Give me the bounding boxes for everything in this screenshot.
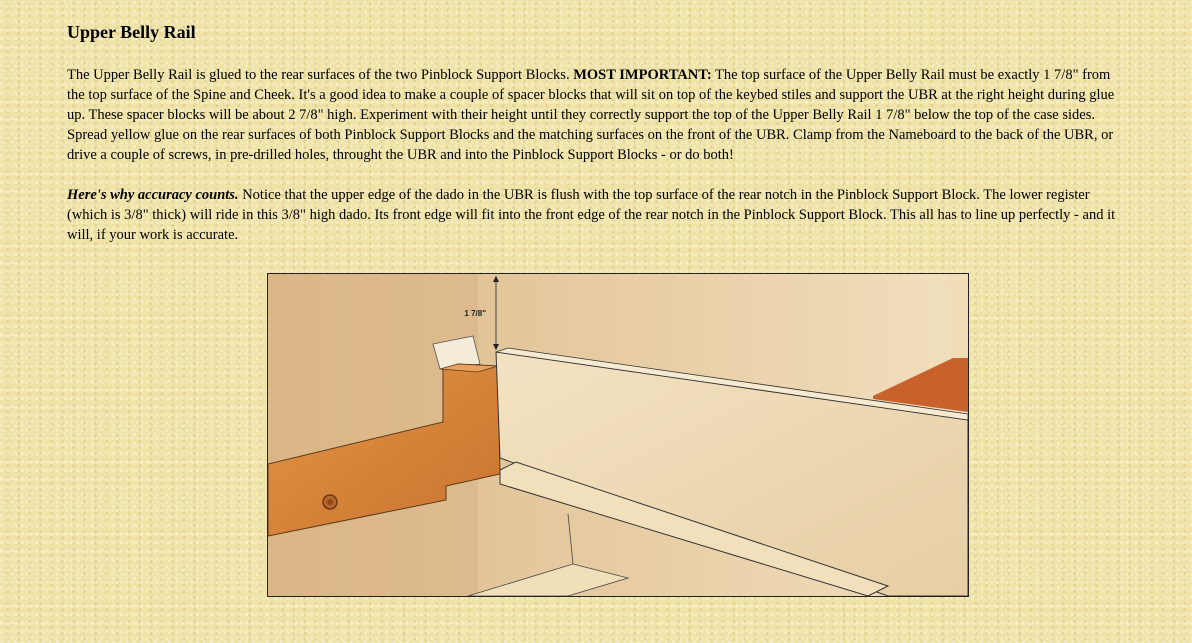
paragraph-instructions [67, 65, 1127, 165]
article [67, 20, 1127, 265]
paragraph-accuracy [67, 185, 1127, 245]
ubr-illustration-svg [268, 274, 968, 596]
paragraph-2-body: Notice that the upper edge of the dado in the UBR is flush with the top surface of the rear notch in the Pinblock Support Block. The lower register (which is 3/8" thick) will ride in this 3/8" high dado. Its front edge will fit into the front edge of the rear notch in the Pinblock Support Block. This all has to line up perfectly - and it will, if your work is accurate. [67, 187, 1116, 243]
paragraph-1-body: The top surface of the Upper Belly Rail must be exactly 1 7/8" from the top surface of the Spine and Cheek. It's a good idea to make a couple of spacer blocks that will sit on top of the keybed stiles and support the UBR at the right height during glue up. These spacer blocks will be about 2 7/8" high. Experiment with their height until they correctly support the top of the Upper Belly Rail 1 7/8" below the top of the case sides. Spread yellow glue on the rear surfaces of both Pinblock Support Blocks and the matching surfaces on the front of the UBR. Clamp from the Nameboard to the back of the UBR, or drive a couple of screws, in pre-drilled holes, throught the UBR and into the Pinblock Support Blocks - or do both! [67, 67, 1115, 163]
most-important-label: MOST IMPORTANT: [573, 67, 712, 83]
ubr-illustration [267, 273, 969, 597]
paragraph-1-intro: The Upper Belly Rail is glued to the rear surfaces of the two Pinblock Support Blocks. [67, 67, 574, 83]
page-title: Upper Belly Rail [67, 22, 196, 42]
screw-hole-center [327, 499, 333, 505]
accuracy-label: Here's why accuracy counts. [67, 187, 239, 203]
dimension-label: 1 7/8" [464, 309, 486, 318]
